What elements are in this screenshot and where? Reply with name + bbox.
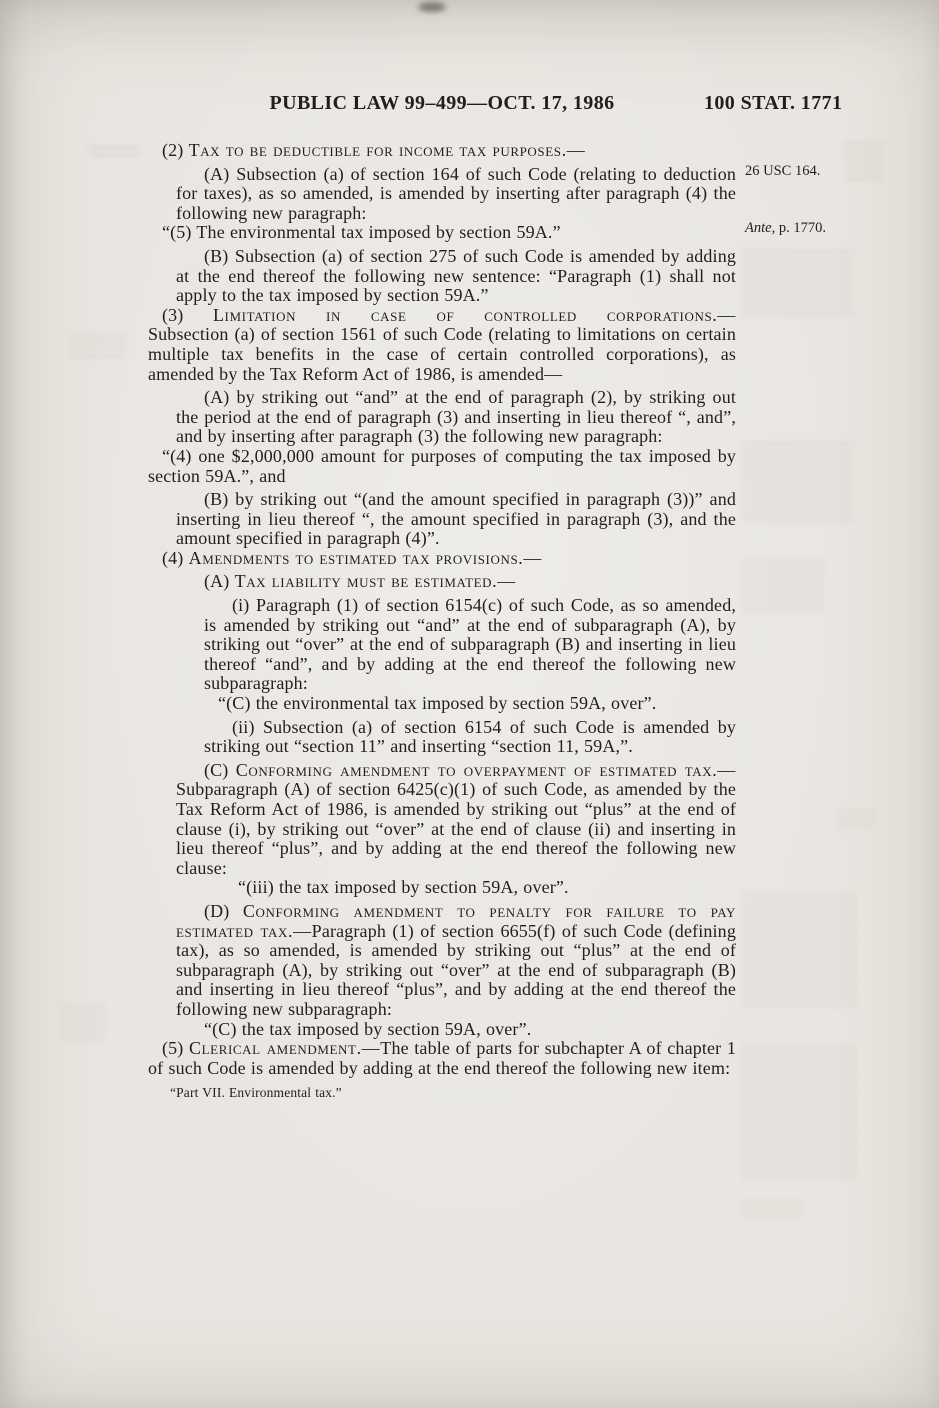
statute-paragraph xyxy=(176,572,736,592)
text-run: “(iii) the tax imposed by section 59A, over”. xyxy=(238,877,569,898)
statute-paragraph xyxy=(148,447,736,486)
statute-paragraph xyxy=(204,596,736,694)
margin-note-usc-164: 26 USC 164. xyxy=(745,163,821,179)
small-caps-heading-run: Tax to be deductible for income tax purposes.— xyxy=(188,140,586,160)
statute-paragraph xyxy=(190,694,736,714)
statute-paragraph xyxy=(148,223,736,243)
bleedthrough-smudge xyxy=(742,556,824,616)
bleedthrough-smudge xyxy=(742,1196,802,1218)
statute-paragraph xyxy=(148,549,736,569)
small-caps-heading-run: Conforming amendment to overpayment of estimated tax.— xyxy=(235,759,736,780)
statute-paragraph xyxy=(148,306,736,326)
statute-paragraph xyxy=(148,325,736,384)
text-run: (3) xyxy=(162,304,213,325)
text-run: “(C) the tax imposed by section 59A, over”. xyxy=(204,1018,532,1039)
text-run: (2) xyxy=(162,140,189,160)
statute-paragraph xyxy=(176,902,736,1020)
text-run: “Part VII. Environmental tax.” xyxy=(170,1085,342,1101)
statute-paragraph xyxy=(176,247,736,306)
ante-citation-italic: Ante, xyxy=(745,220,776,236)
small-caps-heading-run: Conforming amendment to penalty for failure to pay estimated tax.— xyxy=(176,900,736,941)
stat-page-number: 100 STAT. 1771 xyxy=(704,92,843,114)
small-caps-heading-run: Amendments to estimated tax provisions.— xyxy=(188,547,542,568)
statute-paragraph xyxy=(176,165,736,224)
text-run: (C) xyxy=(204,759,236,780)
statute-paragraph xyxy=(176,490,736,549)
bleedthrough-smudge xyxy=(742,438,854,522)
small-caps-heading-run: Limitation in case of controlled corporations.— xyxy=(212,304,736,325)
text-run: Subparagraph (A) of section 6425(c)(1) of such Code, as amended by the Tax Reform Act of 1986, is amended by striking out “plus” at the end of clause (i), by striking out “over” at the end of clause (ii) and inserting in lieu thereof “plus”, and by adding at the end thereof the following new clause: xyxy=(176,779,736,878)
text-run: (ii) Subsection (a) of section 6154 of such Code is amended by striking out “section 11” and inserting “section 11, 59A,”. xyxy=(204,716,736,757)
bleedthrough-smudge xyxy=(742,888,858,1008)
text-run: (A) Subsection (a) of section 164 of such Code (relating to deduction for taxes), as so amended, is amended by inserting after paragraph (4) the following new paragraph: xyxy=(176,163,736,223)
bleedthrough-smudge xyxy=(836,806,876,832)
small-caps-heading-run: Tax liability must be estimated.— xyxy=(234,571,516,592)
ante-citation-rest: p. 1770. xyxy=(775,220,826,236)
text-run: (B) by striking out “(and the amount specified in paragraph (3))” and inserting in lieu thereof “, the amount specified in paragraph (3), and the amount specified in paragraph (4)”. xyxy=(176,489,736,549)
bleedthrough-smudge xyxy=(60,1000,106,1042)
bleedthrough-smudge xyxy=(845,138,883,182)
statute-paragraph xyxy=(176,388,736,447)
small-caps-heading-run: Clerical amendment.— xyxy=(189,1038,381,1059)
text-run: (B) Subsection (a) of section 275 of such Code is amended by adding at the end thereof the following new sentence: “Paragraph (1) shall not apply to the tax imposed by section 59A.” xyxy=(176,245,736,306)
text-run: (4) xyxy=(162,547,189,568)
statute-paragraph xyxy=(204,718,736,757)
statute-body xyxy=(148,141,736,1101)
text-run: Paragraph (1) of section 6655(f) of such Code (defining tax), as so amended, is amended by striking out “plus” at the end of subparagraph (A), by striking out “over” at the end of subparagraph (B) and inserting in lieu thereof “plus”, and by adding at the end thereof the following new subparagraph: xyxy=(176,920,736,1019)
statute-paragraph xyxy=(176,761,736,879)
text-run: “(C) the environmental tax imposed by section 59A, over”. xyxy=(218,693,657,714)
margin-note-ante xyxy=(745,220,826,237)
text-run: (A) xyxy=(204,571,235,592)
text-run: Subsection (a) of section 1561 of such Code (relating to limitations on certain multiple tax benefits in the case of certain controlled corporations), as amended by the Tax Reform Act of 1986, is amended— xyxy=(148,324,736,384)
text-run: “(4) one $2,000,000 amount for purposes of computing the tax imposed by section 59A.”, and xyxy=(148,445,736,486)
staple-mark xyxy=(418,2,446,12)
statute-paragraph xyxy=(224,878,736,898)
law-title: PUBLIC LAW 99–499—OCT. 17, 1986 xyxy=(269,92,615,114)
page-header xyxy=(148,92,860,118)
text-run: “(5) The environmental tax imposed by section 59A.” xyxy=(162,222,561,243)
bleedthrough-smudge xyxy=(88,142,140,156)
text-run: (5) xyxy=(162,1038,189,1059)
bleedthrough-smudge xyxy=(742,1040,858,1182)
text-run: (D) xyxy=(204,900,243,921)
bleedthrough-smudge xyxy=(70,330,126,360)
text-run: (i) Paragraph (1) of section 6154(c) of such Code, as so amended, is amended by striking out “and” at the end of subparagraph (A), by striking out “over” at the end of subparagraph (B) and inserting in lieu thereof “and”, and by adding at the end thereof the following new subparagraph: xyxy=(204,595,736,694)
text-run: The table of parts for subchapter A of chapter 1 of such Code is amended by adding at the end thereof the following new item: xyxy=(148,1038,737,1078)
bleedthrough-smudge xyxy=(742,246,854,318)
text-run: (A) by striking out “and” at the end of paragraph (2), by striking out the period at the end of paragraph (3) and inserting in lieu thereof “, and”, and by inserting after paragraph (3) the following new paragraph: xyxy=(176,387,736,447)
statute-paragraph xyxy=(148,141,736,161)
statute-paragraph xyxy=(148,1039,736,1078)
statute-paragraph xyxy=(170,1085,736,1101)
statute-paragraph xyxy=(190,1020,736,1040)
